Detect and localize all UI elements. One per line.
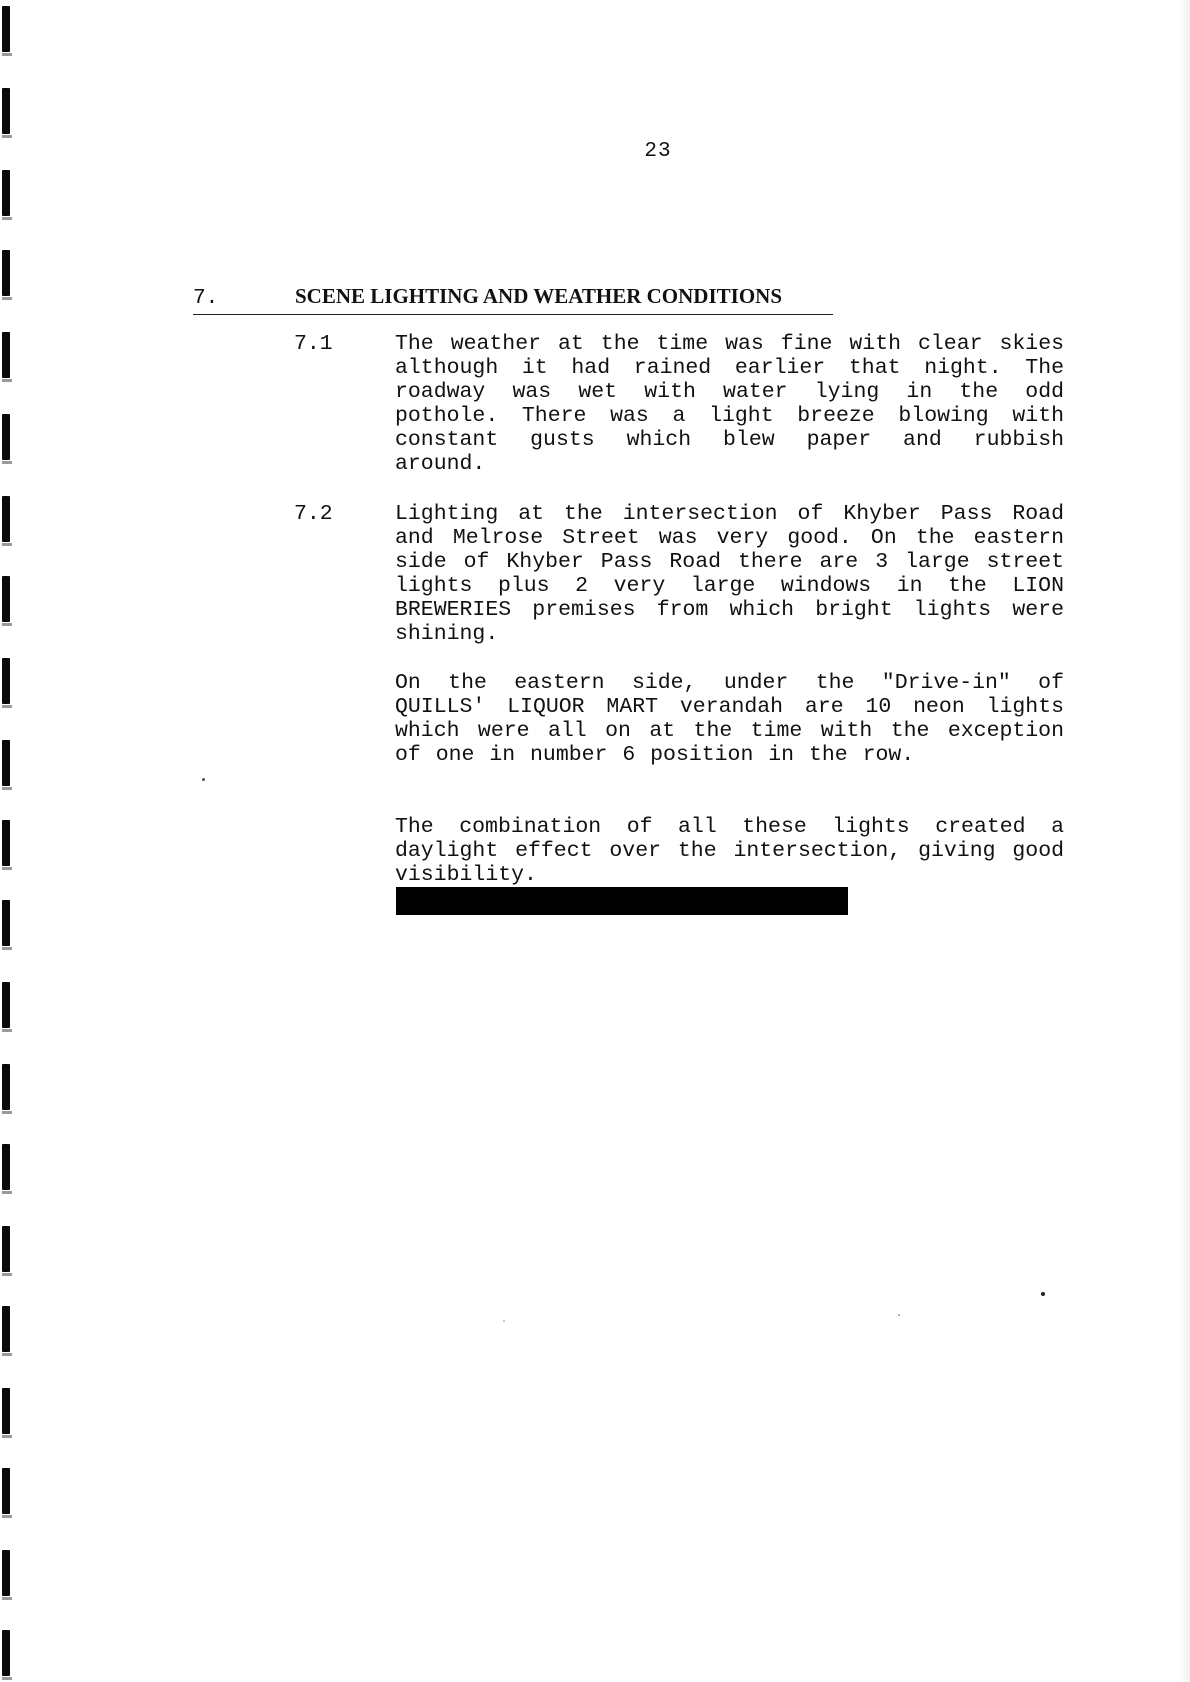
binding-mark	[2, 1630, 10, 1676]
binding-strip	[0, 0, 14, 1682]
page-edge-shadow	[1178, 0, 1190, 1682]
paragraph-number: 7.2	[294, 502, 333, 526]
paragraph-text: Lighting at the intersection of Khyber Pass Road and Melrose Street was very good. On the eastern side of Khyber Pass Road there are 3 large street lights plus 2 very large windows in the LION BREWERIES premises from which bright lights were shining.	[395, 502, 1064, 646]
scan-speck	[503, 1320, 505, 1322]
binding-mark	[2, 1468, 10, 1514]
paragraph-7-2-continuation: On the eastern side, under the "Drive-in" of QUILLS' LIQUOR MART verandah are 10 neon lights which were all on at the time with the exception of one in number 6 position in the row.	[395, 671, 1064, 767]
binding-mark	[2, 250, 10, 296]
binding-mark	[2, 900, 10, 946]
scan-speck	[1041, 1292, 1045, 1296]
paragraph-7-1	[294, 332, 1064, 476]
paragraph-text: The weather at the time was fine with clear skies although it had rained earlier that night. The roadway was wet with water lying in the odd pothole. There was a light breeze blowing with constant gusts which blew paper and rubbish around.	[395, 332, 1064, 476]
binding-mark	[2, 658, 10, 704]
paragraph-number: 7.1	[294, 332, 333, 356]
binding-mark	[2, 1550, 10, 1596]
binding-mark	[2, 1306, 10, 1352]
binding-mark	[2, 170, 10, 216]
binding-mark	[2, 1064, 10, 1110]
section-heading	[193, 283, 833, 315]
binding-mark	[2, 1226, 10, 1272]
binding-mark	[2, 982, 10, 1028]
paragraph-7-2	[294, 502, 1064, 646]
paragraph-7-2-conclusion: The combination of all these lights created a daylight effect over the intersection, giving good visibility.	[395, 815, 1064, 887]
section-number: 7.	[193, 287, 219, 310]
binding-mark	[2, 88, 10, 134]
page-number: 23	[644, 140, 672, 163]
binding-mark	[2, 1388, 10, 1434]
binding-mark	[2, 820, 10, 866]
section-title: SCENE LIGHTING AND WEATHER CONDITIONS	[295, 284, 782, 308]
binding-mark	[2, 414, 10, 460]
binding-mark	[2, 1144, 10, 1190]
binding-mark	[2, 496, 10, 542]
redaction-bar	[396, 887, 848, 915]
binding-mark	[2, 740, 10, 786]
scan-speck	[202, 778, 205, 781]
scan-speck	[898, 1314, 900, 1316]
binding-mark	[2, 6, 10, 52]
binding-mark	[2, 332, 10, 378]
binding-mark	[2, 576, 10, 622]
